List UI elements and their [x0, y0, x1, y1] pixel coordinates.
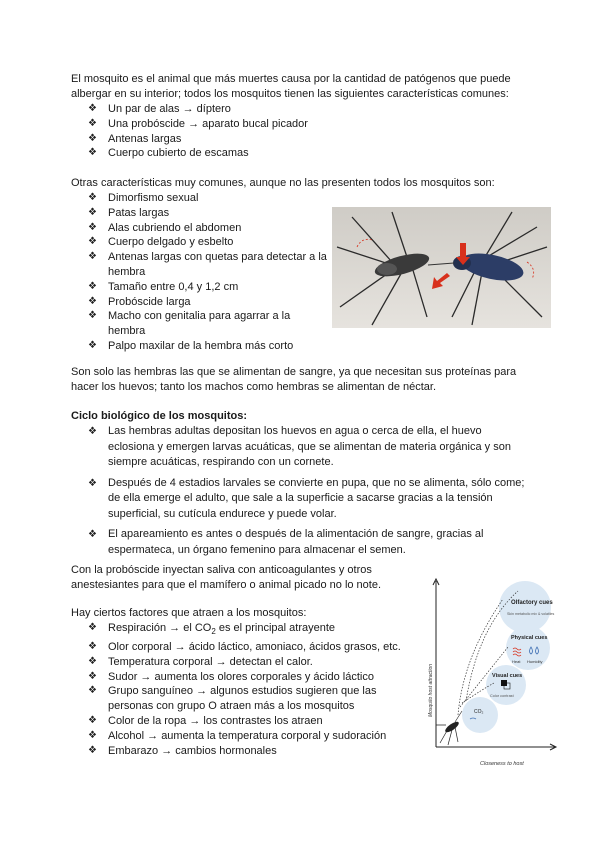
list-item: ❖ Macho con genitalia para agarrar a la hembra — [88, 310, 291, 338]
olfactory-label: Olfactory cues — [511, 600, 553, 606]
list-item: ❖ Grupo sanguíneo → algunos estudios sugieren que las personas con grupo O atraen más a los mosquitos — [88, 685, 377, 713]
bullet-icon: ❖ — [88, 103, 97, 114]
bullet-icon: ❖ — [88, 670, 97, 682]
bullet-icon: ❖ — [88, 295, 97, 307]
mosquito-icon — [436, 711, 462, 745]
bullet-icon: ❖ — [88, 529, 97, 540]
list-item: ❖ Temperatura corporal → detectan el calor. — [88, 655, 313, 668]
olfactory-sublabel: Skin metabolic mix & volatiles — [507, 612, 555, 616]
list-item: ❖ Alas cubriendo el abdomen — [88, 221, 242, 234]
bullet-icon: ❖ — [88, 477, 97, 489]
section-heading: Ciclo biológico de los mosquitos: — [71, 410, 248, 422]
other-traits-paragraph: Otras características muy comunes, aunque no las presenten todos los mosquitos son: — [71, 177, 495, 189]
list-item: ❖ Olor corporal → ácido láctico, amoniaco, ácidos grasos, etc. — [88, 640, 401, 653]
x-axis-label: Closeness to host — [480, 761, 524, 767]
intro-paragraph: El mosquito es el animal que más muertes causa por la cantidad de patógenos que puede albergar en su interior; todos los mosquitos tienen las siguientes características comunes: — [71, 73, 511, 100]
life-cycle-list — [71, 424, 531, 563]
feeding-paragraph: Son solo las hembras las que se alimentan de sangre, ya que necesitan sus proteínas para hacer los huevos; tanto los machos como hembras se alimentan de néctar. — [71, 366, 517, 393]
list-item: ❖ Después de 4 estadios larvales se convierte en pupa, que no se alimenta, sólo come; de ella emerge el adulto, que sale a la superficie a sacarse gracias a la tensión superficial, su cutícula endurece y puede volar. — [88, 476, 525, 520]
bullet-icon: ❖ — [88, 685, 97, 697]
bullet-icon: ❖ — [88, 640, 97, 652]
bullet-icon: ❖ — [88, 280, 97, 292]
list-item: ❖ Alcohol → aumenta la temperatura corporal y sudoración — [88, 729, 387, 742]
list-item: ❖ Dimorfismo sexual — [88, 192, 199, 204]
list-item: ❖ El apareamiento es antes o después de la alimentación de sangre, gracias al espermateca, un órgano femenino para almacenar el semen. — [88, 528, 484, 556]
host-cues-diagram — [428, 577, 558, 772]
list-item: ❖ Sudor → aumenta los olores corporales y ácido láctico — [88, 670, 374, 683]
bullet-icon: ❖ — [88, 117, 97, 129]
bullet-icon: ❖ — [88, 655, 97, 667]
olfactory-circle — [499, 581, 551, 633]
physical-label: Physical cues — [511, 635, 548, 641]
list-item: ❖ Color de la ropa → los contrastes los atraen — [88, 714, 323, 727]
mosquito-photo-illustration — [332, 207, 551, 328]
bullet-icon: ❖ — [88, 147, 97, 159]
bullet-icon: ❖ — [88, 221, 97, 233]
list-item: ❖ Patas largas — [88, 206, 170, 219]
list-item: ❖ Cuerpo delgado y esbelto — [88, 236, 234, 249]
list-item: ❖ Respiración → el $CO_2$ es el principal atrayente — [88, 622, 336, 637]
bullet-icon: ❖ — [88, 339, 97, 351]
bullet-icon: ❖ — [88, 622, 97, 633]
co2-circle — [462, 697, 498, 733]
list-item: ❖ Las hembras adultas depositan los huevos en agua o cerca de ella, el huevo eclosiona y emergen larvas acuáticas, que se alimentan de materia orgánica y son siempre acuáticas, respirando con un cornete. — [88, 425, 511, 468]
mosquito-mating-photo — [332, 207, 551, 328]
list-item: ❖ Embarazo → cambios hormonales — [88, 744, 277, 757]
bullet-icon: ❖ — [88, 426, 97, 437]
list-item: ❖ Tamaño entre 0,4 y 1,2 cm — [88, 280, 239, 293]
bullet-icon: ❖ — [88, 132, 97, 144]
list-item: ❖ Una probóscide → aparato bucal picador — [88, 117, 308, 130]
attraction-factors-list — [71, 621, 416, 758]
list-item: ❖ Antenas largas con quetas para detectar a la hembra — [88, 251, 327, 278]
saliva-paragraph: Con la probóscide inyectan saliva con anticoagulantes y otros anestesiantes para que el mamífero o animal picado no lo note. — [71, 564, 382, 591]
heat-label: Heat — [512, 659, 521, 664]
list-item: ❖ Cuerpo cubierto de escamas — [88, 147, 249, 160]
list-item: ❖ Antenas largas — [88, 132, 182, 145]
bullet-icon: ❖ — [88, 744, 97, 756]
bullet-icon: ❖ — [88, 310, 97, 322]
list-item: ❖ Un par de alas → díptero — [88, 103, 231, 115]
other-traits-list — [71, 191, 329, 354]
factors-paragraph: Hay ciertos factores que atraen a los mosquitos: — [71, 607, 307, 619]
bullet-icon: ❖ — [88, 236, 97, 248]
list-item: ❖ Palpo maxilar de la hembra más corto — [88, 339, 294, 352]
y-axis-label: Mosquito host attraction — [428, 663, 434, 717]
co2-label: CO₂ — [474, 709, 484, 715]
visual-label: Visual cues — [492, 673, 523, 679]
bullet-icon: ❖ — [88, 251, 97, 263]
bullet-icon: ❖ — [88, 192, 97, 203]
list-item: ❖ Probóscide larga — [88, 295, 191, 308]
bullet-icon: ❖ — [88, 729, 97, 741]
bullet-icon: ❖ — [88, 206, 97, 218]
common-traits-list — [71, 102, 531, 161]
visual-sublabel: Color contrast — [490, 694, 514, 698]
bullet-icon: ❖ — [88, 714, 97, 726]
humidity-label: Humidity — [527, 659, 543, 664]
